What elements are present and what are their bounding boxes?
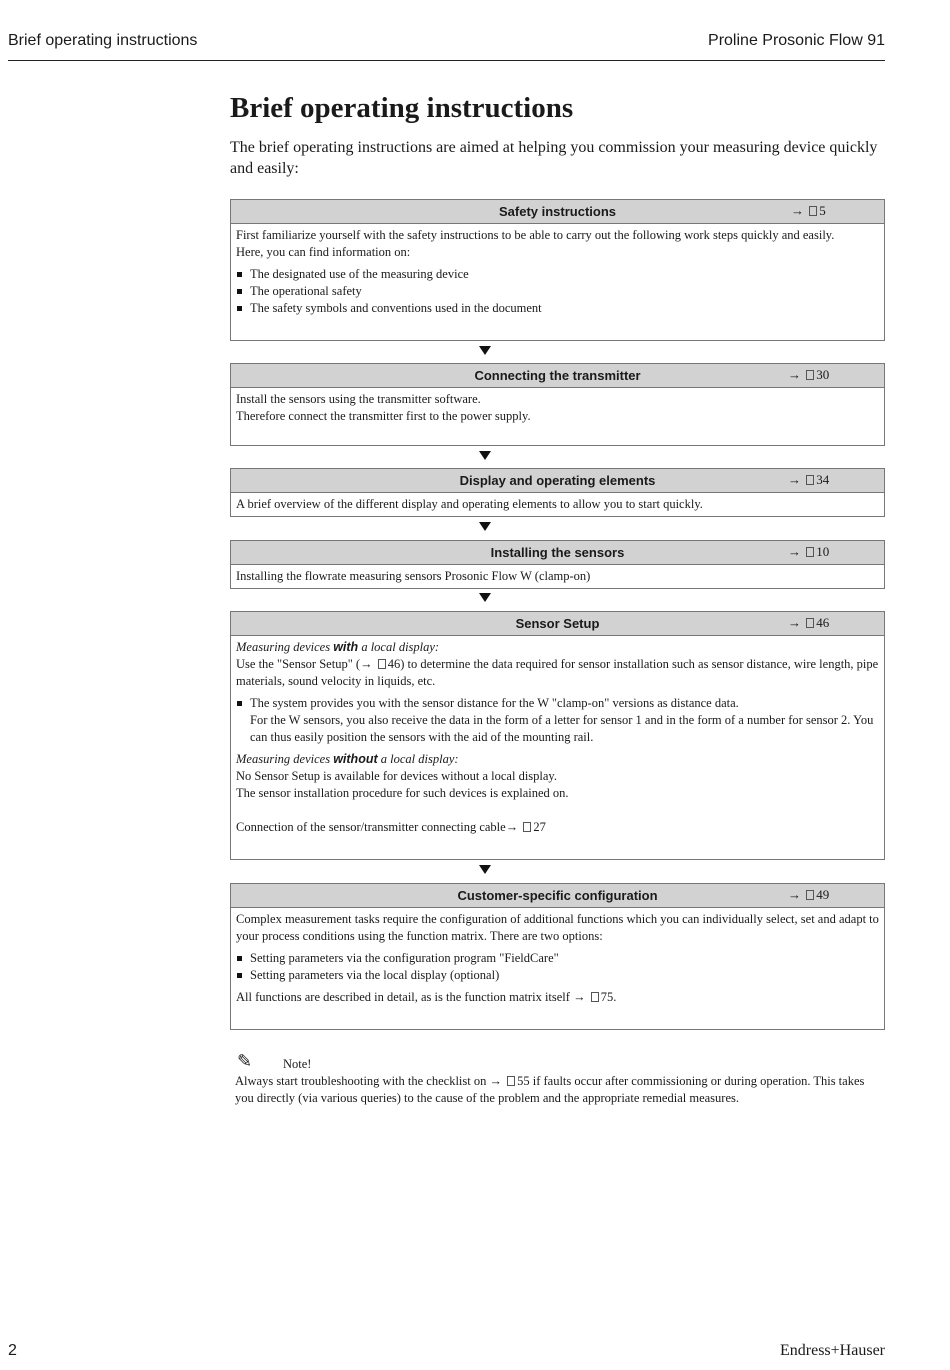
connecting-header — [231, 364, 884, 388]
brand-name: Endress+Hauser — [780, 1342, 885, 1359]
without-display-heading: Measuring devices without a local display: — [236, 752, 459, 766]
pencil-icon: ✎ — [237, 1051, 253, 1071]
display-ref[interactable]: → 34 — [788, 472, 830, 487]
use-sensor-setup-text: Use the "Sensor Setup" (→ 46) to determine the data required for sensor installation such as sensor distance, wire length, pipe materials, sound velocity in liquids, etc. — [236, 657, 879, 688]
intro-text: The brief operating instructions are aimed at helping you commission your measuring device quickly and easily: — [230, 139, 878, 177]
connecting-box — [230, 363, 885, 446]
flow-arrow-icon — [479, 865, 491, 874]
page-header — [8, 30, 885, 61]
flow-arrow-icon — [479, 451, 491, 460]
flow-arrow-icon — [479, 593, 491, 602]
note-label: Note! — [283, 1057, 312, 1071]
list-item: Setting parameters via the local display (optional) — [236, 967, 879, 984]
safety-line: Here, you can find information on: — [236, 245, 411, 259]
safety-ref[interactable]: → 5 — [791, 203, 826, 218]
page-icon — [523, 822, 531, 832]
page-icon — [806, 370, 814, 380]
connecting-line: Therefore connect the transmitter first to the power supply. — [236, 409, 531, 423]
display-header — [231, 469, 884, 493]
safety-header — [231, 200, 884, 224]
flow-arrow-icon — [479, 346, 491, 355]
customer-line: All functions are described in detail, as is the function matrix itself → 75. — [236, 990, 617, 1004]
page-icon — [378, 659, 386, 669]
sensor-setup-box — [230, 611, 885, 860]
page-icon — [591, 992, 599, 1002]
sensor-setup-ref[interactable]: → 46 — [788, 615, 830, 630]
installing-header — [231, 541, 884, 565]
customer-config-box — [230, 883, 885, 1030]
note-block — [235, 1051, 885, 1107]
customer-line: Complex measurement tasks require the configuration of additional functions which you can individually select, set and adapt to your process conditions using the function matrix. There are two options: — [236, 912, 879, 943]
customer-config-title: Customer-specific configuration — [457, 888, 658, 903]
connection-line: Connection of the sensor/transmitter connecting cable→ 27 — [236, 820, 546, 834]
page-icon — [806, 547, 814, 557]
display-title: Display and operating elements — [459, 473, 656, 488]
customer-config-header — [231, 884, 884, 908]
installing-box — [230, 540, 885, 589]
safety-line: First familiarize yourself with the safety instructions to be able to carry out the following work steps quickly and easily. — [236, 228, 835, 242]
header-left: Brief operating instructions — [8, 32, 198, 49]
sensor-setup-title: Sensor Setup — [515, 616, 600, 631]
display-box — [230, 468, 885, 517]
installing-title: Installing the sensors — [490, 545, 625, 560]
connecting-title: Connecting the transmitter — [474, 368, 641, 383]
without-line: The sensor installation procedure for such devices is explained on. — [236, 786, 569, 800]
without-line: No Sensor Setup is available for devices without a local display. — [236, 769, 557, 783]
flow-arrow-icon — [479, 522, 491, 531]
page-number: 2 — [8, 1342, 17, 1359]
installing-line: Installing the flowrate measuring sensors Prosonic Flow W (clamp-on) — [236, 569, 591, 583]
customer-config-ref[interactable]: → 49 — [788, 887, 830, 902]
sensor-setup-header — [231, 612, 884, 636]
page-icon — [806, 618, 814, 628]
list-item: The system provides you with the sensor distance for the W "clamp-on" versions as distance data. For the W sensors, you also receive the data in the form of a letter for sensor 1 and in the form of a number for sensor 2. You can thus easily position the sensors with the aid of the mounting rail. — [236, 695, 879, 746]
list-item: Setting parameters via the configuration program "FieldCare" — [236, 950, 879, 967]
display-line: A brief overview of the different display and operating elements to allow you to start quickly. — [236, 497, 703, 511]
page-icon — [806, 890, 814, 900]
connecting-ref[interactable]: → 30 — [788, 367, 830, 382]
installing-ref[interactable]: → 10 — [788, 544, 830, 559]
connecting-line: Install the sensors using the transmitter software. — [236, 392, 481, 406]
list-item: The safety symbols and conventions used in the document — [236, 300, 879, 317]
page-icon — [806, 475, 814, 485]
header-right: Proline Prosonic Flow 91 — [708, 32, 885, 49]
safety-title: Safety instructions — [498, 204, 617, 219]
page-icon — [809, 206, 817, 216]
list-item: The designated use of the measuring device — [236, 266, 879, 283]
safety-box — [230, 199, 885, 341]
with-display-heading: Measuring devices with a local display: — [236, 640, 440, 654]
page-icon — [507, 1076, 515, 1086]
list-item: The operational safety — [236, 283, 879, 300]
note-text: Always start troubleshooting with the checklist on → 55 if faults occur after commissioning or during operation. This takes you directly (via various queries) to the cause of the problem and the appropriate remedial measures. — [235, 1074, 865, 1105]
page-title: Brief operating instructions — [230, 92, 574, 124]
